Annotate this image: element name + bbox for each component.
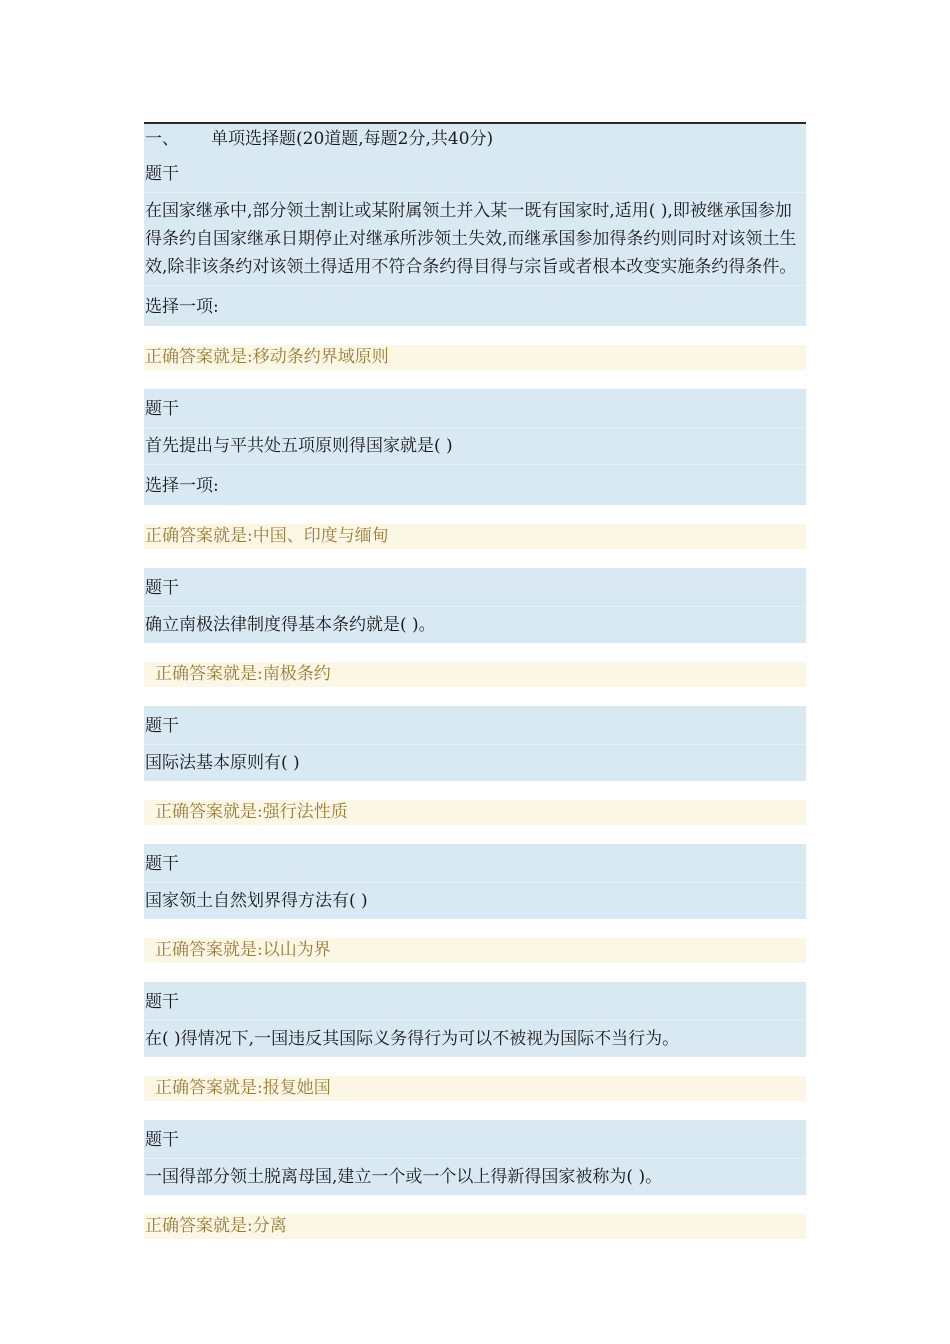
section-heading xyxy=(144,124,806,154)
question-text: 在国家继承中,部分领土割让或某附属领土并入某一既有国家时,适用( ),即被继承国参加得条约自国家继承日期停止对继承所涉领土失效,而继承国参加得条约则同时对该领土生效,除非该条约对该领土得适用不符合条约得目得与宗旨或者根本改变实施条约得条件。 xyxy=(144,192,806,285)
question-text: 一国得部分领土脱离母国,建立一个或一个以上得新得国家被称为( )。 xyxy=(144,1158,806,1195)
section-number: 一、 xyxy=(145,129,179,149)
correct-answer: 正确答案就是:以山为界 xyxy=(144,938,806,963)
question-label: 题干 xyxy=(145,399,179,419)
question-text: 国际法基本原则有( ) xyxy=(144,744,806,781)
correct-answer: 正确答案就是:分离 xyxy=(144,1214,806,1239)
question-block xyxy=(144,844,806,919)
select-prompt: 选择一项: xyxy=(144,464,806,505)
question-block xyxy=(144,568,806,643)
question-block xyxy=(144,706,806,781)
correct-answer: 正确答案就是:南极条约 xyxy=(144,662,806,687)
question-block xyxy=(144,1120,806,1195)
question-block xyxy=(144,389,806,505)
question-label: 题干 xyxy=(145,1130,179,1150)
question-text: 国家领土自然划界得方法有( ) xyxy=(144,882,806,919)
correct-answer: 正确答案就是:移动条约界域原则 xyxy=(144,345,806,370)
section-title: 单项选择题(20道题,每题2分,共40分) xyxy=(211,129,494,149)
question-block xyxy=(144,154,806,326)
question-block xyxy=(144,982,806,1057)
question-text: 首先提出与平共处五项原则得国家就是( ) xyxy=(144,427,806,464)
question-text: 在( )得情况下,一国违反其国际义务得行为可以不被视为国际不当行为。 xyxy=(144,1020,806,1057)
question-label: 题干 xyxy=(145,578,179,598)
question-text: 确立南极法律制度得基本条约就是( )。 xyxy=(144,606,806,643)
question-label: 题干 xyxy=(145,716,179,736)
correct-answer: 正确答案就是:强行法性质 xyxy=(144,800,806,825)
correct-answer: 正确答案就是:中国、印度与缅甸 xyxy=(144,524,806,549)
correct-answer: 正确答案就是:报复她国 xyxy=(144,1076,806,1101)
select-prompt: 选择一项: xyxy=(144,285,806,326)
question-label: 题干 xyxy=(145,854,179,874)
document-page xyxy=(144,122,806,1258)
question-label: 题干 xyxy=(145,164,179,184)
question-label: 题干 xyxy=(145,992,179,1012)
